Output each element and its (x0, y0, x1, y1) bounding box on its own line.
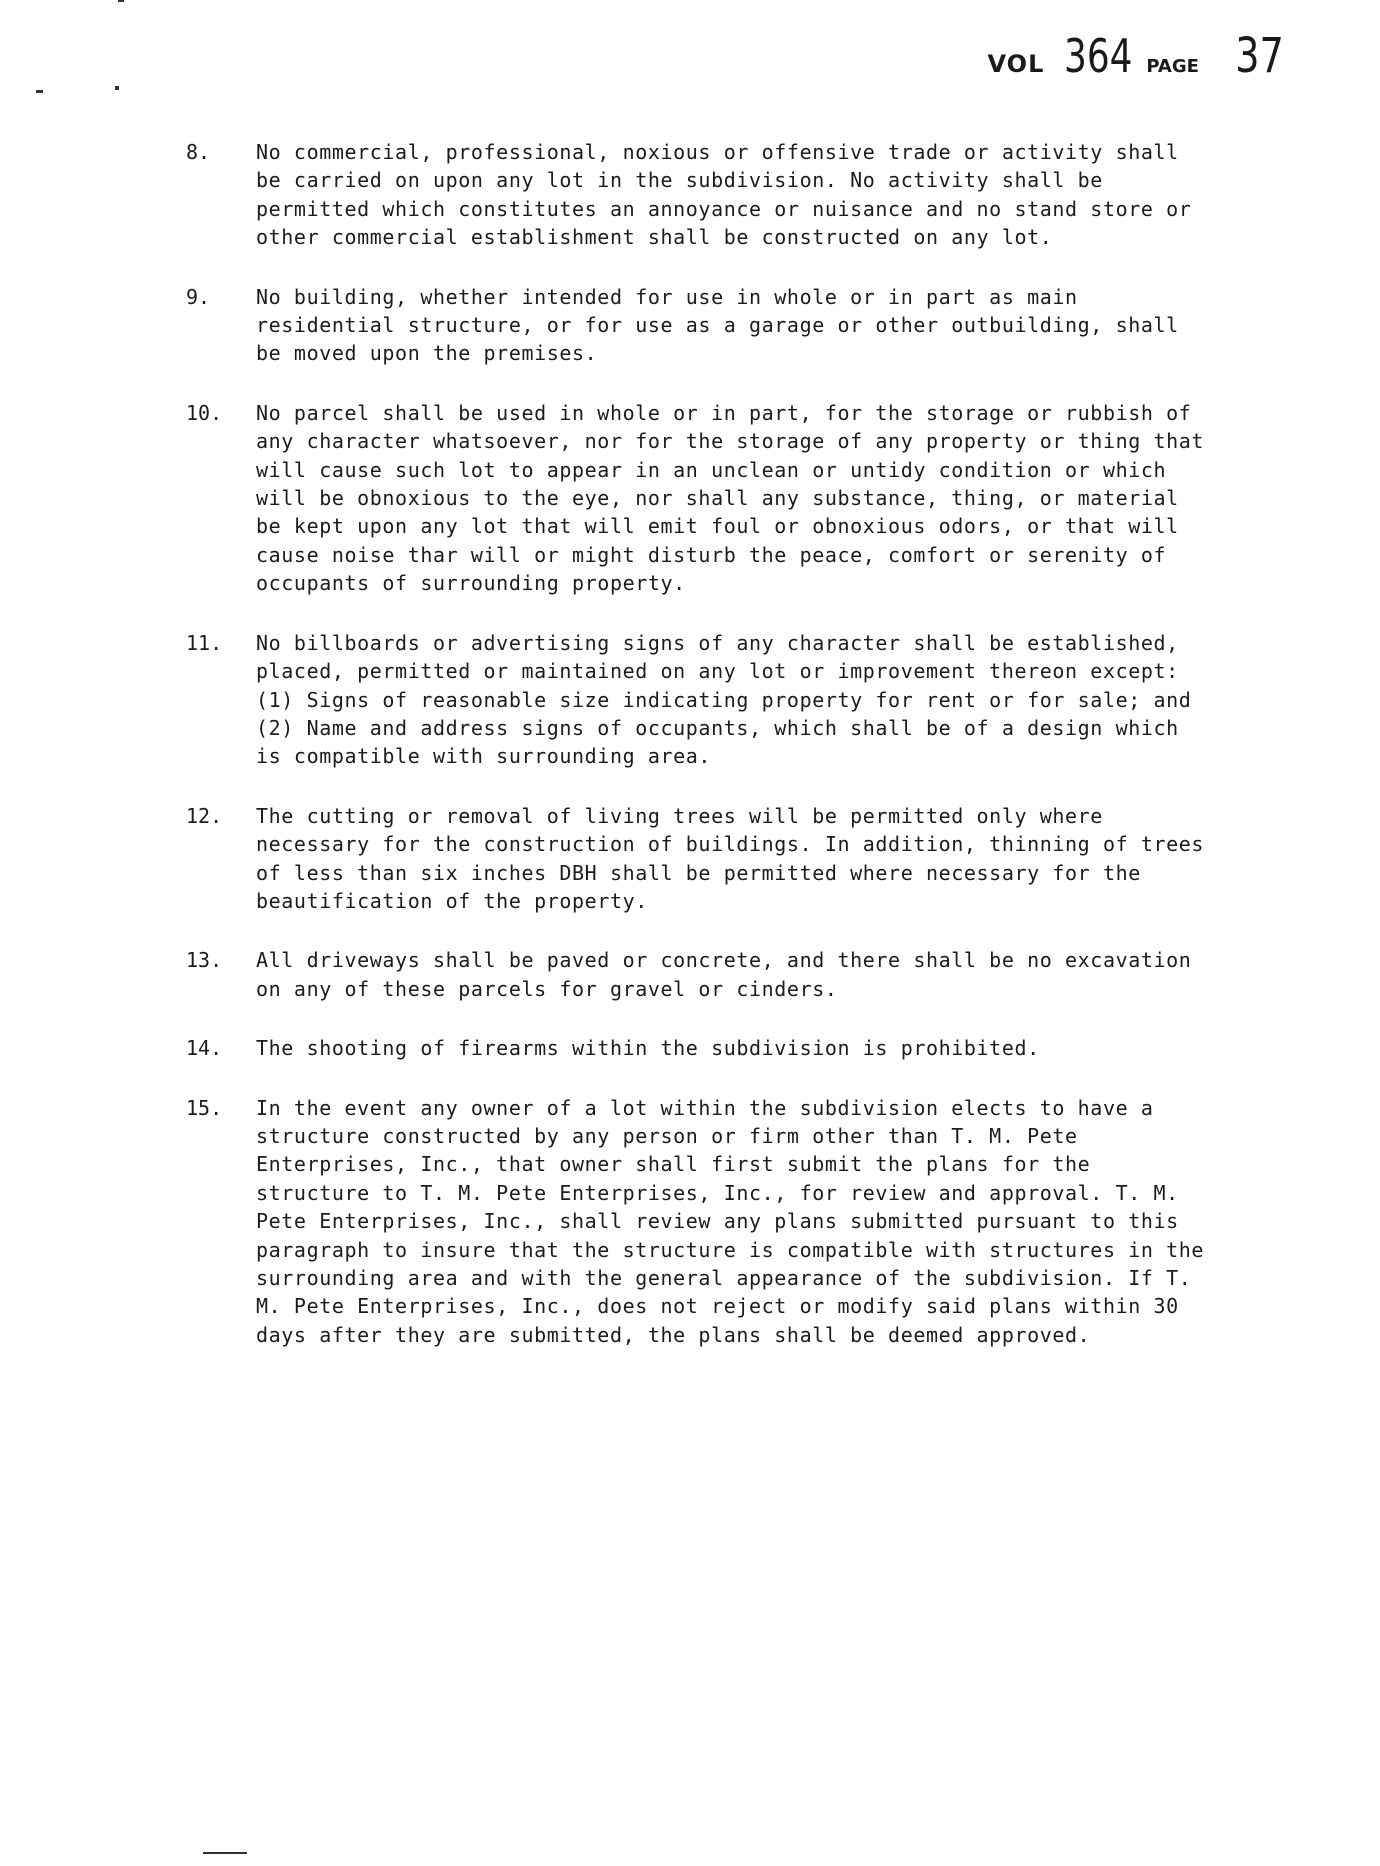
paragraph-number: 11. (186, 630, 223, 655)
paragraph-13 (186, 946, 1216, 1003)
volume-number: 364 (1064, 29, 1133, 83)
scan-speck (36, 90, 43, 93)
volume-label: VOL (987, 50, 1045, 78)
scan-speck (115, 86, 119, 90)
paragraph-text: No billboards or advertising signs of any character shall be established, placed, permitted or maintained on any lot or improvement thereon except: (1) Signs of reasonable size indicating property for rent or for sale; and (2) Name and address signs of occupants, which shall be of a design which is compatible with surrounding area. (256, 630, 1205, 769)
paragraph-number: 15. (186, 1095, 223, 1120)
paragraph-text: No building, whether intended for use in whole or in part as main residential structure, or for use as a garage or other outbuilding, shall be moved upon the premises. (256, 284, 1192, 366)
paragraph-8 (186, 138, 1216, 252)
page-number: 37 (1235, 28, 1284, 84)
paragraph-number: 9. (186, 284, 211, 309)
page-label: PAGE (1146, 56, 1199, 77)
paragraph-number: 13. (186, 948, 223, 973)
footer-rule (203, 1852, 247, 1854)
scan-speck (118, 0, 124, 2)
paragraph-12 (186, 802, 1216, 916)
paragraph-number: 12. (186, 803, 223, 828)
paragraph-text: No commercial, professional, noxious or offensive trade or activity shall be carried on upon any lot in the subdivision. No activity shall be permitted which constitutes an annoyance or nuisance and no stand store or other commercial establishment shall be constructed on any lot. (256, 140, 1205, 250)
paragraph-14 (186, 1034, 1216, 1062)
paragraph-number: 10. (186, 400, 223, 425)
paragraph-text: The cutting or removal of living trees will be permitted only where necessary for the construction of buildings. In addition, thinning of trees of less than six inches DBH shall be permitted where necessary for the beautification of the property. (256, 803, 1217, 913)
volume-page-stamp (988, 28, 1290, 84)
paragraph-10 (186, 399, 1216, 598)
covenant-paragraphs (186, 138, 1216, 1380)
paragraph-text: All driveways shall be paved or concrete, and there shall be no excavation on any of these parcels for gravel or cinders. (256, 948, 1205, 1001)
paragraph-text: The shooting of firearms within the subdivision is prohibited. (256, 1036, 1040, 1061)
paragraph-number: 8. (186, 140, 211, 164)
paragraph-15 (186, 1094, 1216, 1350)
paragraph-text: No parcel shall be used in whole or in part, for the storage or rubbish of any character whatsoever, nor for the storage of any property or thing that will cause such lot to appear in an unclean or untidy condition or which will be obnoxious to the eye, nor shall any substance, thing, or material be kept upon any lot that will emit foul or obnoxious odors, or that will cause noise thar will or might disturb the peace, comfort or serenity of occupants of surrounding property. (256, 400, 1217, 596)
paragraph-text: In the event any owner of a lot within the subdivision elects to have a structure constructed by any person or firm other than T. M. Pete Enterprises, Inc., that owner shall first submit the plans for the structure to T. M. Pete Enterprises, Inc., for review and approval. T. M. Pete Enterprises, Inc., shall review any plans submitted pursuant to this paragraph to insure that the structure is compatible with structures in the surrounding area and with the general appearance of the subdivision. If T. M. Pete Enterprises, Inc., does not reject or modify said plans within 30 days after they are submitted, the plans shall be deemed approved. (256, 1095, 1217, 1347)
paragraph-11 (186, 629, 1216, 771)
paragraph-number: 14. (186, 1036, 223, 1061)
paragraph-9 (186, 283, 1216, 368)
